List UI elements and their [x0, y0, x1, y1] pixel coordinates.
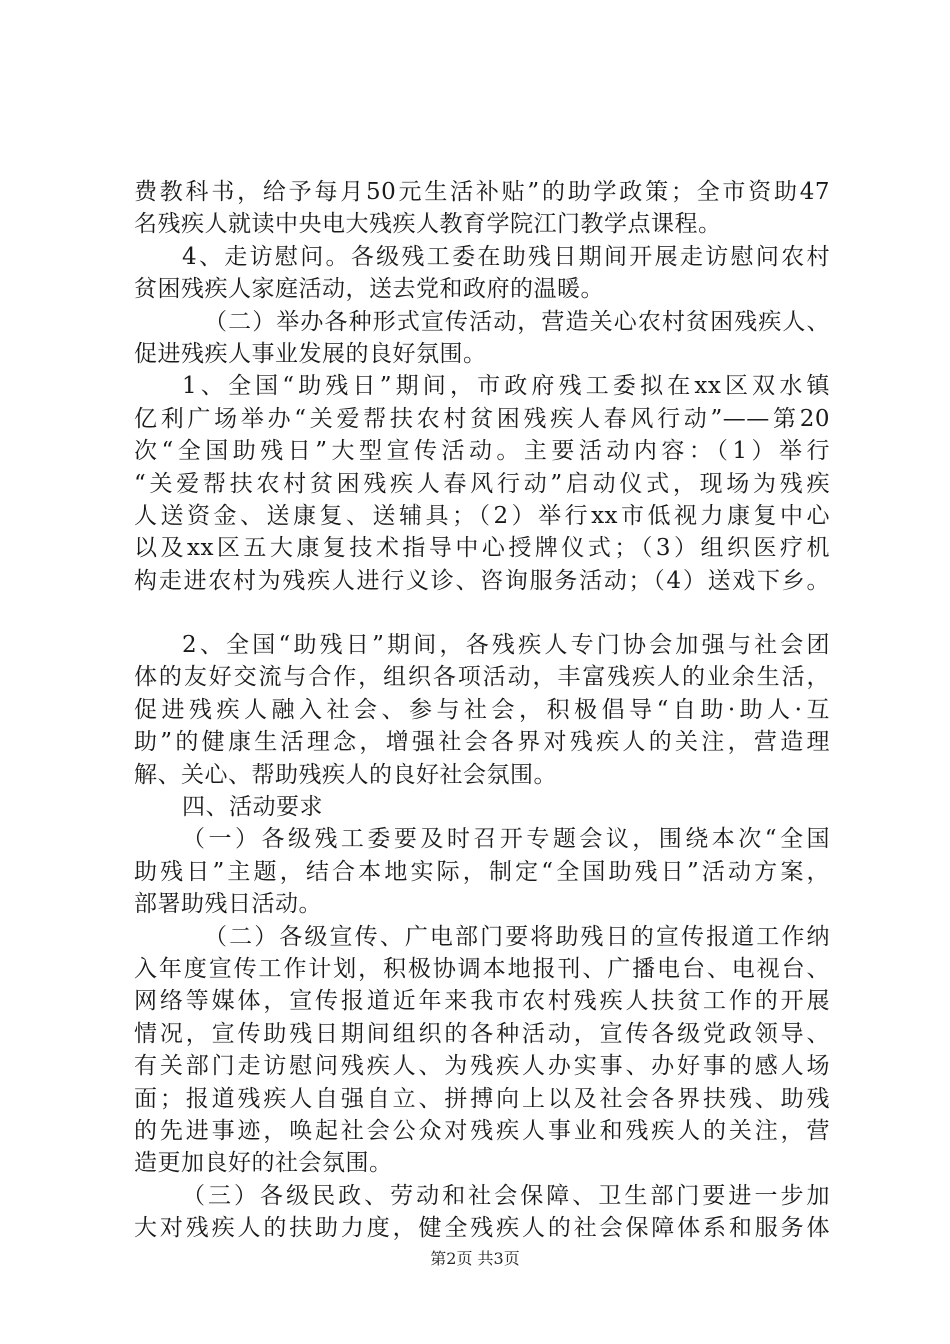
text-line: 有关部门走访慰问残疾人、为残疾人办实事、办好事的感人场 — [134, 1053, 830, 1080]
text-line: “关爱帮扶农村贫困残疾人春风行动”启动仪式，现场为残疾 — [134, 470, 830, 497]
text-line: 的先进事迹，唤起社会公众对残疾人事业和残疾人的关注，营 — [134, 1117, 830, 1144]
text-line: 促进残疾人融入社会、参与社会，积极倡导“自助·助人·互 — [134, 696, 830, 723]
text-line: 网络等媒体，宣传报道近年来我市农村残疾人扶贫工作的开展 — [134, 988, 830, 1015]
text-line: 解、关心、帮助残疾人的良好社会氛围。 — [134, 761, 557, 788]
text-line: 大对残疾人的扶助力度，健全残疾人的社会保障体系和服务体 — [134, 1215, 830, 1242]
text-line: 入年度宣传工作计划，积极协调本地报刊、广播电台、电视台、 — [134, 955, 830, 982]
text-line: 面；报道残疾人自强自立、拼搏向上以及社会各界扶残、助残 — [134, 1085, 830, 1112]
text-line: （一）各级残工委要及时召开专题会议，围绕本次“全国 — [182, 826, 830, 853]
text-line: 费教科书，给予每月50元生活补贴”的助学政策；全市资助47 — [134, 179, 830, 205]
text-line: 2、全国“助残日”期间，各残疾人专门协会加强与社会团 — [182, 632, 830, 659]
text-line: （二）举办各种形式宣传活动，营造关心农村贫困残疾人、 — [204, 308, 830, 335]
text-line: 1、全国“助残日”期间，市政府残工委拟在xx区双水镇 — [182, 373, 830, 400]
text-line: 亿利广场举办“关爱帮扶农村贫困残疾人春风行动”——第20 — [134, 405, 830, 432]
text-line: 部署助残日活动。 — [134, 891, 322, 918]
text-line: 以及xx区五大康复技术指导中心授牌仪式；（3）组织医疗机 — [134, 535, 830, 562]
paragraph-gap — [134, 597, 830, 629]
text-line: 促进残疾人事业发展的良好氛围。 — [134, 340, 487, 367]
text-line: 人送资金、送康复、送辅具；（2）举行xx市低视力康复中心 — [134, 502, 830, 529]
text-line: 助”的健康生活理念，增强社会各界对残疾人的关注，营造理 — [134, 729, 830, 756]
text-line: 4、走访慰问。各级残工委在助残日期间开展走访慰问农村 — [182, 243, 830, 270]
text-line: （三）各级民政、劳动和社会保障、卫生部门要进一步加 — [182, 1182, 830, 1209]
document-body — [134, 176, 830, 1245]
text-line: 体的友好交流与合作，组织各项活动，丰富残疾人的业余生活， — [134, 664, 830, 691]
page-number-footer: 第2页 共3页 — [430, 1249, 520, 1268]
text-line: 助残日”主题，结合本地实际，制定“全国助残日”活动方案， — [134, 858, 830, 885]
section-heading: 四、活动要求 — [182, 794, 323, 821]
text-line: 构走进农村为残疾人进行义诊、咨询服务活动；（4）送戏下乡。 — [134, 567, 830, 594]
text-line: 名残疾人就读中央电大残疾人教育学院江门教学点课程。 — [134, 211, 722, 238]
text-line: 次“全国助残日”大型宣传活动。主要活动内容：（1）举行 — [134, 438, 830, 465]
text-line: 贫困残疾人家庭活动，送去党和政府的温暖。 — [134, 276, 604, 303]
text-line: 情况，宣传助残日期间组织的各种活动，宣传各级党政领导、 — [134, 1020, 830, 1047]
text-line: 造更加良好的社会氛围。 — [134, 1150, 393, 1177]
text-line: （二）各级宣传、广电部门要将助残日的宣传报道工作纳 — [204, 923, 830, 950]
